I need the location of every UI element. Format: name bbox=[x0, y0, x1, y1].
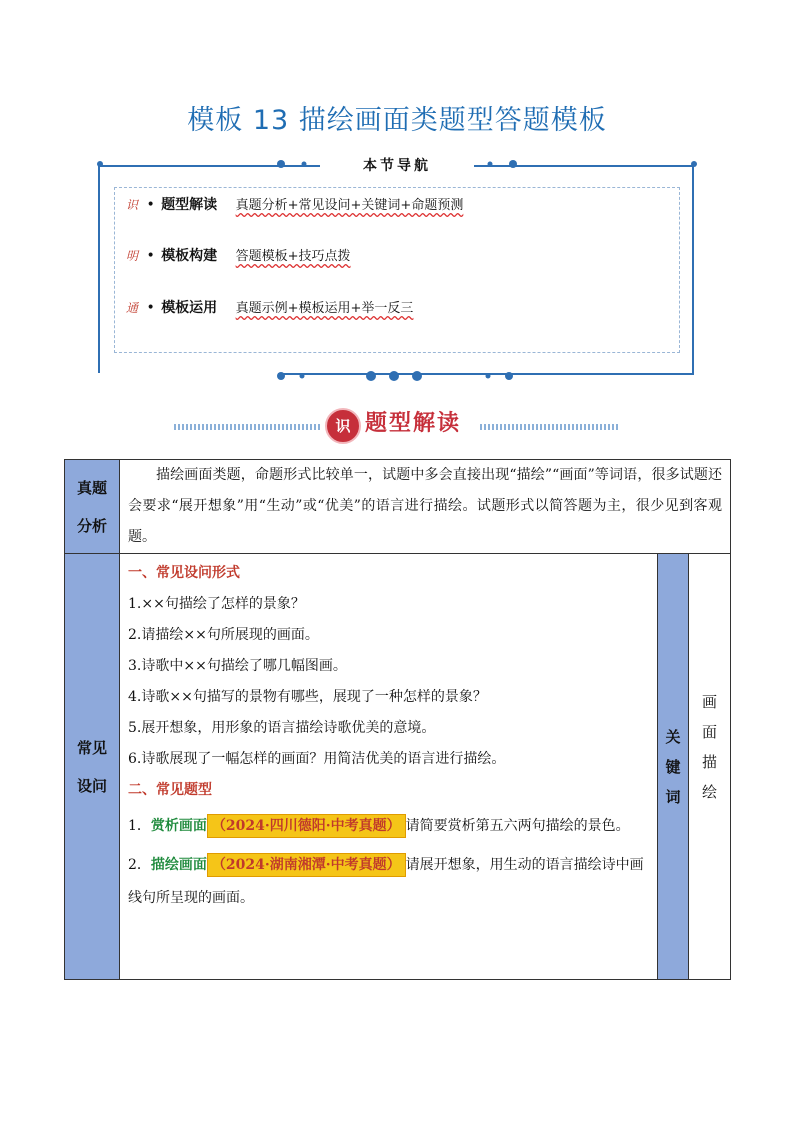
bullet: • bbox=[146, 248, 155, 264]
example-type: 描绘画面 bbox=[150, 857, 207, 873]
head-text: 分析 bbox=[76, 516, 107, 535]
banner-line-left bbox=[174, 424, 322, 430]
nav-desc: 真题示例+模板运用+举一反三 bbox=[235, 301, 414, 316]
nav-bottom-decoration bbox=[96, 366, 698, 386]
row-head-questions bbox=[65, 554, 120, 980]
source-tag: （2024·四川德阳·中考真题） bbox=[207, 814, 406, 838]
section-badge-icon: 识 bbox=[325, 408, 361, 444]
question-item: 2.请描绘××句所展现的画面。 bbox=[128, 627, 319, 643]
keyword-head-char: 词 bbox=[665, 787, 681, 806]
question-item: 4.诗歌××句描写的景物有哪些，展现了一种怎样的景象？ bbox=[128, 689, 487, 705]
example-num: 2． bbox=[128, 857, 151, 873]
row-head-analysis bbox=[65, 460, 120, 554]
head-text: 设问 bbox=[76, 776, 107, 795]
banner-line-right bbox=[480, 424, 620, 430]
bullet: • bbox=[146, 197, 155, 213]
nav-row-2[interactable] bbox=[126, 245, 351, 265]
table-row bbox=[65, 460, 731, 554]
nav-row-3[interactable] bbox=[126, 297, 413, 317]
section-title: 题型解读 bbox=[365, 410, 462, 436]
keyword-char: 画 bbox=[701, 692, 717, 711]
question-item: 1.××句描绘了怎样的景象？ bbox=[128, 596, 305, 612]
keyword-char: 绘 bbox=[701, 782, 717, 801]
question-item: 3.诗歌中××句描绘了哪几幅图画。 bbox=[128, 658, 347, 674]
keyword-head bbox=[658, 554, 689, 980]
example-num: 1． bbox=[128, 818, 151, 834]
nav-heading: 本节导航 bbox=[320, 154, 474, 178]
nav-char: 识 bbox=[126, 198, 139, 212]
example-type: 赏析画面 bbox=[150, 818, 207, 834]
section-heading: 一、常见设问形式 bbox=[128, 565, 240, 581]
nav-char: 通 bbox=[126, 301, 139, 315]
source-tag: （2024·湖南湘潭·中考真题） bbox=[207, 853, 406, 877]
nav-label: 模板构建 bbox=[161, 248, 218, 264]
analysis-text: 描绘画面类题，命题形式比较单一，试题中多会直接出现“描绘”“画面”等词语，很多试题还会要求“展开想象”用“生动”或“优美”的语言进行描绘。试题形式以简答题为主，很少见到客观题。 bbox=[120, 460, 731, 554]
nav-desc: 答题模板+技巧点拨 bbox=[235, 249, 351, 264]
example-text: 请展开想象，用生动的语言描绘诗中画线句所呈现的画面。 bbox=[128, 857, 644, 906]
nav-desc: 真题分析+常见设问+关键词+命题预测 bbox=[235, 198, 464, 213]
bullet: • bbox=[146, 300, 155, 316]
question-item: 6.诗歌展现了一幅怎样的画面？用简洁优美的语言进行描绘。 bbox=[128, 751, 506, 767]
nav-label: 模板运用 bbox=[161, 300, 218, 316]
example-item bbox=[128, 849, 649, 915]
nav-char: 明 bbox=[126, 249, 139, 263]
keyword-value bbox=[689, 554, 731, 980]
head-text: 常见 bbox=[76, 738, 107, 757]
nav-row-1[interactable] bbox=[126, 194, 463, 214]
section-heading: 二、常见题型 bbox=[128, 782, 212, 798]
analysis-table bbox=[64, 459, 731, 980]
table-row bbox=[65, 554, 731, 980]
nav-label: 题型解读 bbox=[161, 197, 218, 213]
example-item bbox=[128, 810, 649, 843]
page-title: 模板 13 描绘画面类题型答题模板 bbox=[187, 105, 607, 136]
keyword-head-char: 关 bbox=[665, 727, 681, 746]
head-text: 真题 bbox=[76, 478, 107, 497]
question-item: 5.展开想象，用形象的语言描绘诗歌优美的意境。 bbox=[128, 720, 436, 736]
keyword-char: 描 bbox=[701, 752, 717, 771]
example-text: 请简要赏析第五六两句描绘的景色。 bbox=[405, 818, 630, 834]
questions-cell bbox=[120, 554, 658, 980]
keyword-head-char: 键 bbox=[665, 757, 681, 776]
keyword-char: 面 bbox=[701, 722, 717, 741]
